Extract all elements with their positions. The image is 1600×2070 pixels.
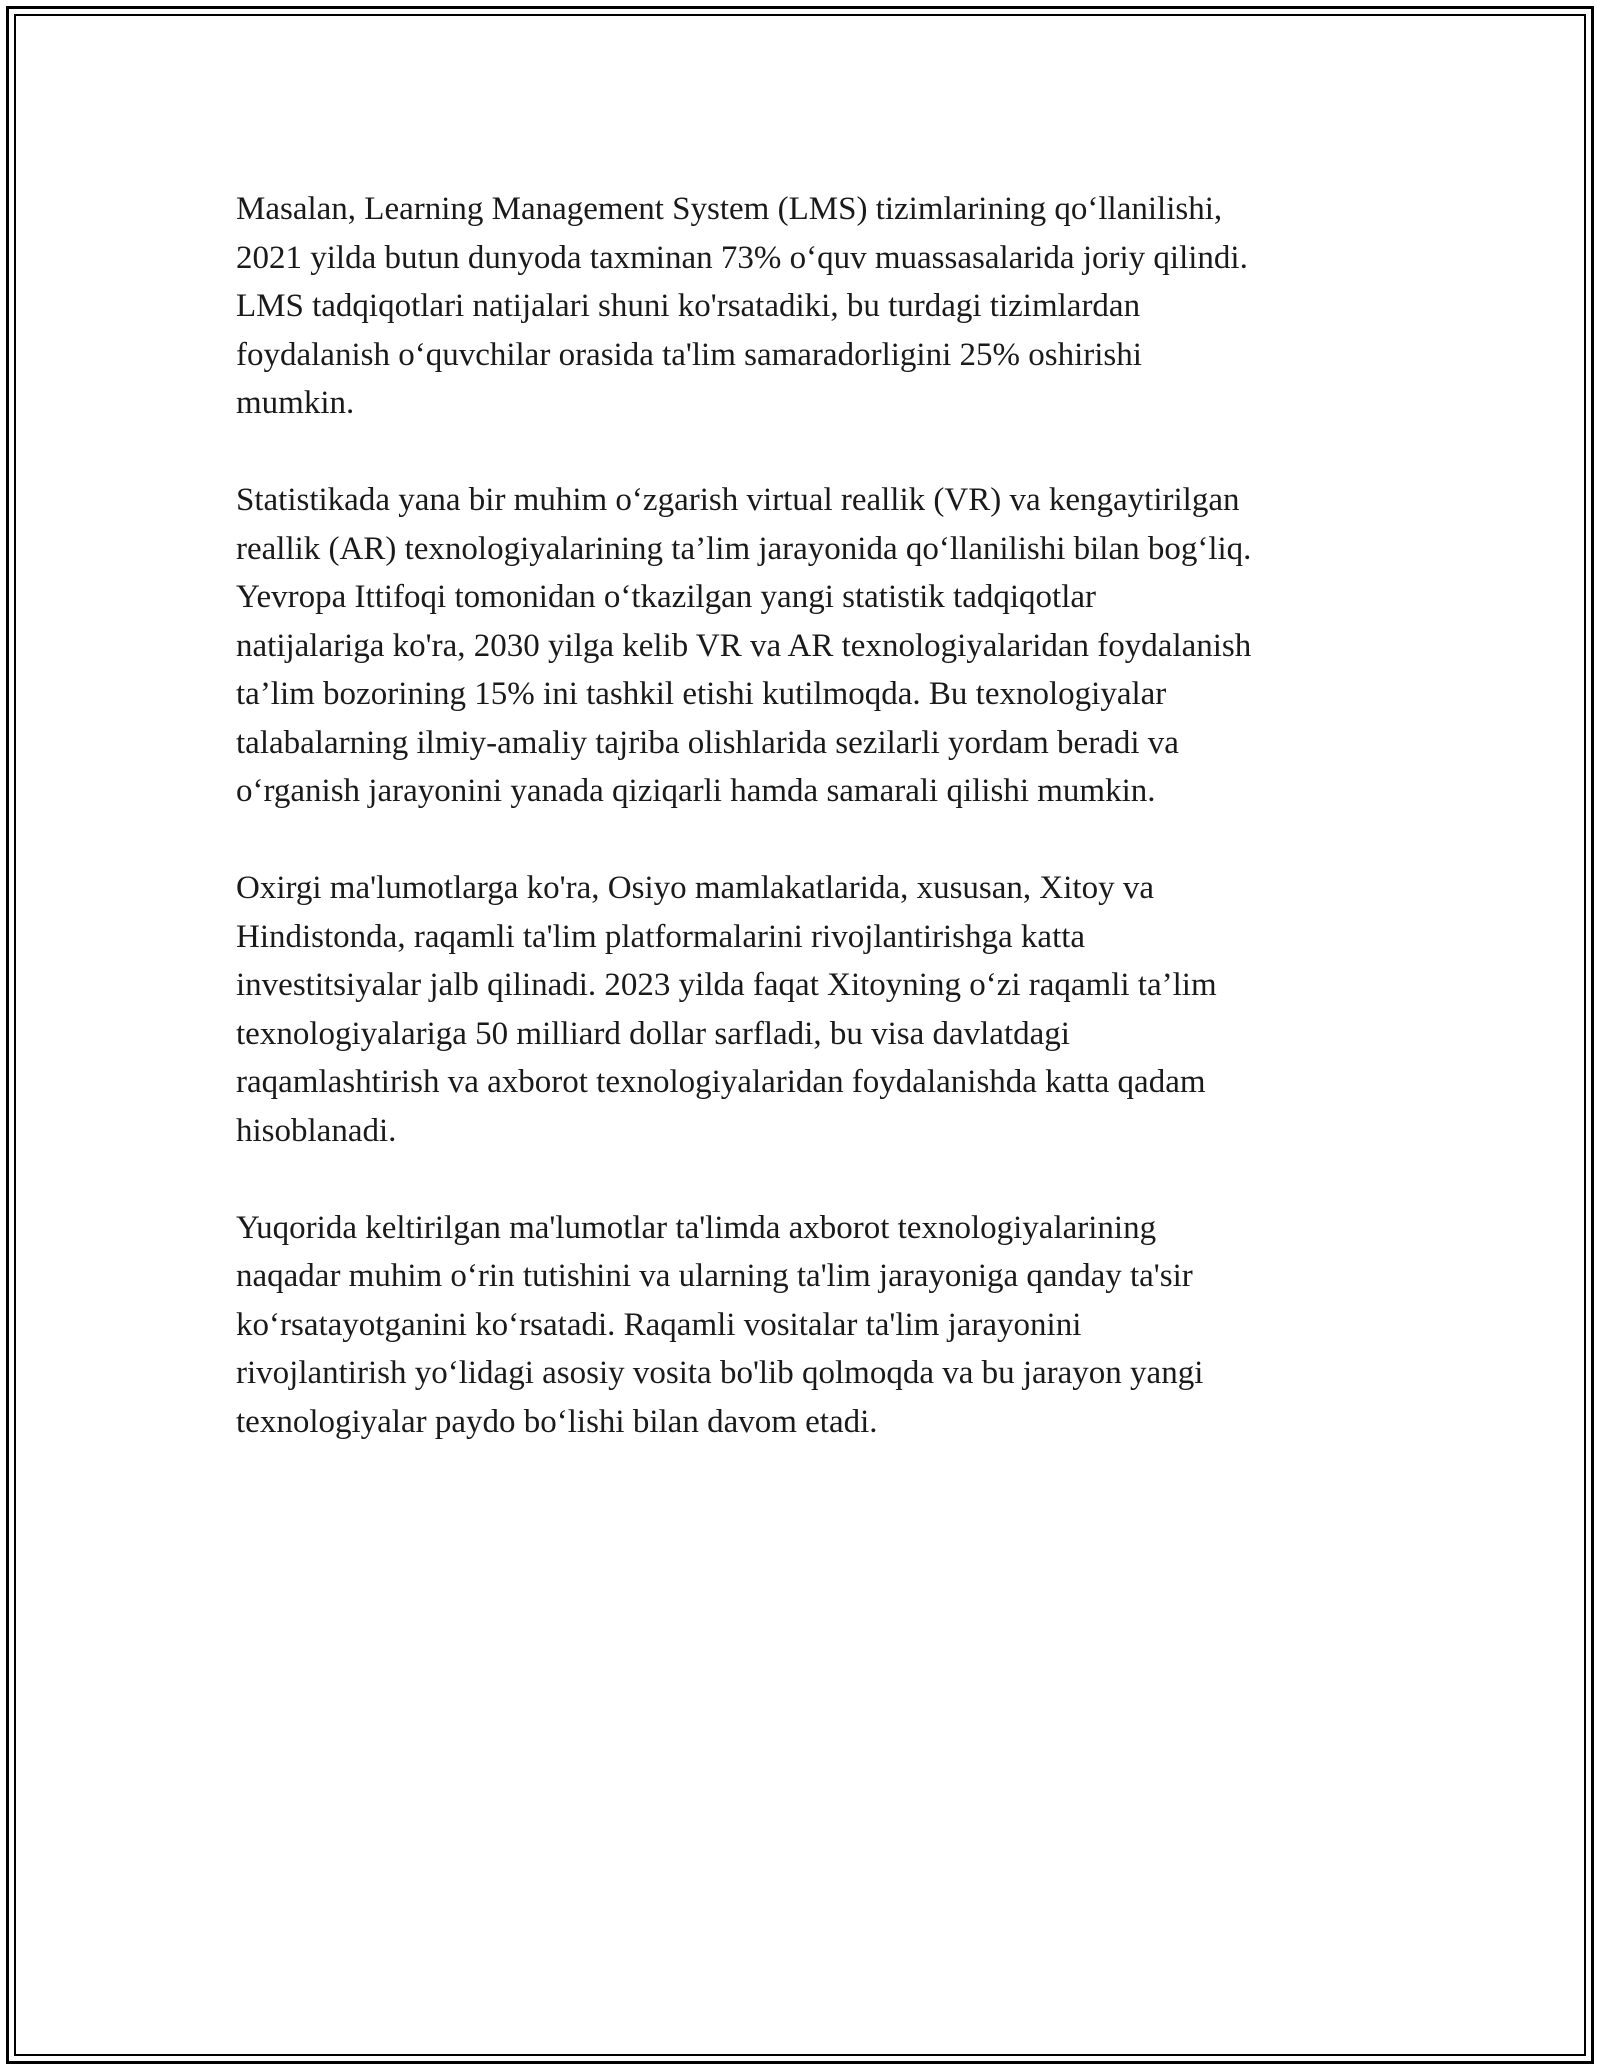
text-line: Masalan, Learning Management System (LMS) tizimlarining qo‘llanilishi,	[236, 191, 1223, 227]
text-line: 2021 yilda butun dunyoda taxminan 73% o‘quv muassasalarida joriy qilindi.	[236, 239, 1248, 276]
text-line: ta’lim bozorining 15% ini tashkil etishi kutilmoqda. Bu texnologiyalar	[236, 676, 1167, 712]
text-line: o‘rganish jarayonini yanada qiziqarli hamda samarali qilishi mumkin.	[236, 773, 1156, 809]
paragraph-4	[236, 1204, 1376, 1447]
document-body	[236, 185, 1376, 1495]
paragraph-3	[236, 864, 1376, 1155]
text-line: LMS tadqiqotlari natijalari shuni ko'rsatadiki, bu turdagi tizimlardan	[236, 288, 1141, 324]
text-line: mumkin.	[236, 385, 355, 421]
text-line: ko‘rsatayotganini ko‘rsatadi. Raqamli vositalar ta'lim jarayonini	[236, 1306, 1082, 1343]
text-line: raqamlashtirish va axborot texnologiyalaridan foydalanishda katta qadam	[236, 1064, 1206, 1100]
text-line: reallik (AR) texnologiyalarining ta’lim jarayonida qo‘llanilishi bilan bog‘liq.	[236, 530, 1252, 567]
text-line: Oxirgi ma'lumotlarga ko'ra, Osiyo mamlakatlarida, xususan, Xitoy va	[236, 870, 1154, 906]
text-line: texnologiyalar paydo bo‘lishi bilan davom etadi.	[236, 1403, 878, 1440]
text-line: texnologiyalariga 50 milliard dollar sarfladi, bu visa davlatdagi	[236, 1015, 1070, 1052]
text-line: naqadar muhim o‘rin tutishini va ularning ta'lim jarayoniga qanday ta'sir	[236, 1258, 1193, 1294]
paragraph-1	[236, 185, 1376, 428]
text-line: Yevropa Ittifoqi tomonidan o‘tkazilgan yangi statistik tadqiqotlar	[236, 579, 1096, 615]
text-line: Hindistonda, raqamli ta'lim platformalarini rivojlantirishga katta	[236, 918, 1086, 955]
paragraph-2	[236, 476, 1376, 816]
text-line: Statistikada yana bir muhim o‘zgarish virtual reallik (VR) va kengaytirilgan	[236, 482, 1240, 518]
text-line: talabalarning ilmiy-amaliy tajriba olishlarida sezilarli yordam beradi va	[236, 724, 1179, 761]
text-line: rivojlantirish yo‘lidagi asosiy vosita bo'lib qolmoqda va bu jarayon yangi	[236, 1355, 1204, 1391]
text-line: investitsiyalar jalb qilinadi. 2023 yilda faqat Xitoyning o‘zi raqamli ta’lim	[236, 967, 1217, 1003]
text-line: foydalanish o‘quvchilar orasida ta'lim samaradorligini 25% oshirishi	[236, 336, 1142, 373]
text-line: hisoblanadi.	[236, 1112, 397, 1149]
text-line: Yuqorida keltirilgan ma'lumotlar ta'limda axborot texnologiyalarining	[236, 1209, 1157, 1246]
text-line: natijalariga ko'ra, 2030 yilga kelib VR va AR texnologiyalaridan foydalanish	[236, 627, 1252, 664]
